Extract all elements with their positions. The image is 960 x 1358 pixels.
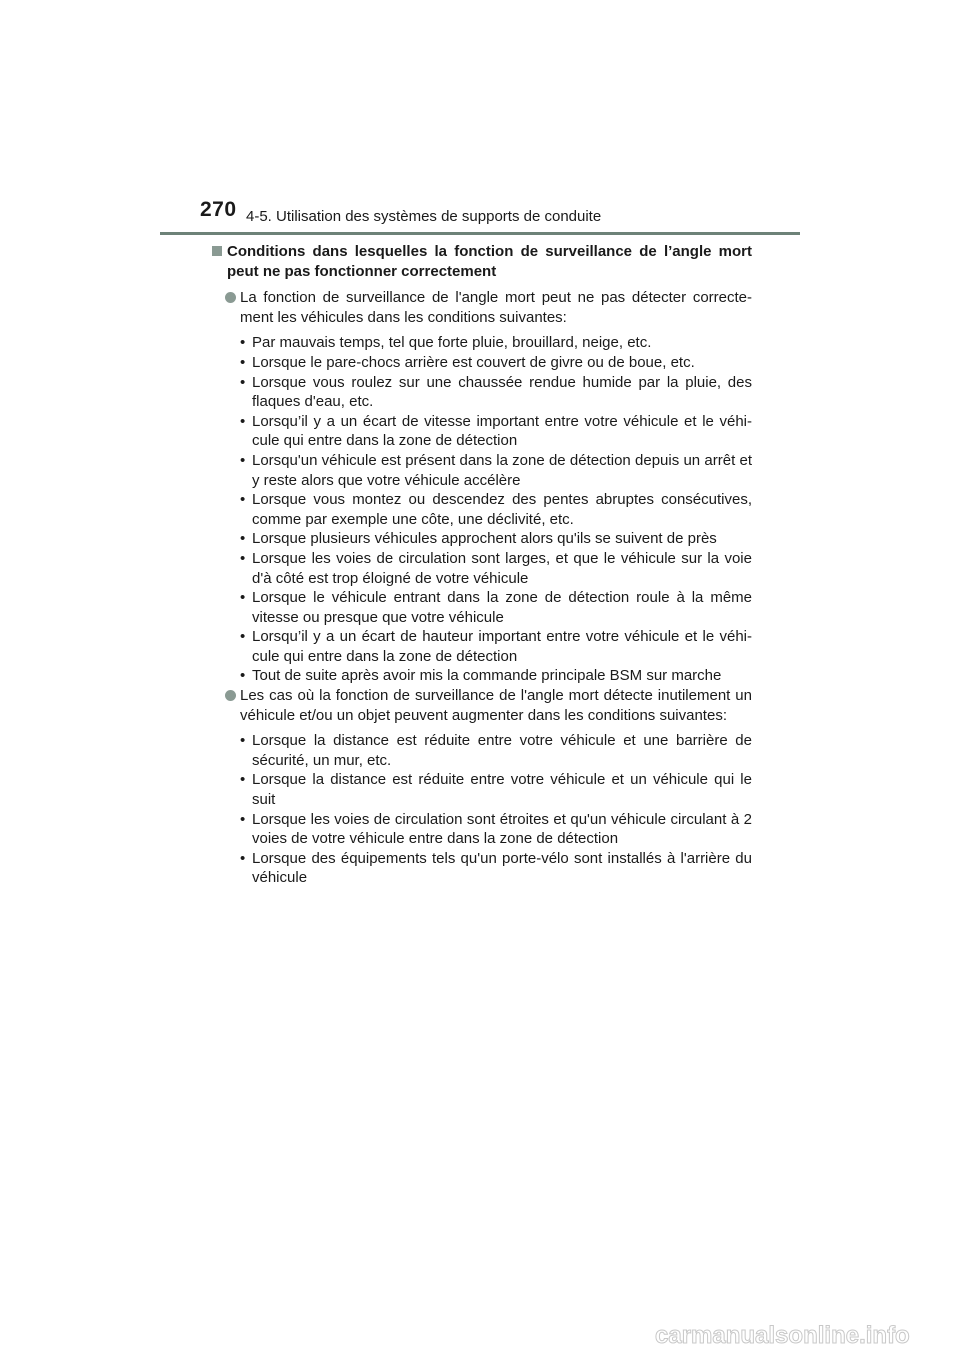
watermark bbox=[655, 1318, 940, 1352]
list-item: • Lorsqu'un véhicule est présent dans la zone de détection depuis un arrêt et y reste alors que votre véhicule accélère bbox=[240, 451, 752, 490]
list-item: • Par mauvais temps, tel que forte pluie, brouillard, neige, etc. bbox=[240, 333, 752, 353]
header-rule bbox=[160, 232, 800, 235]
group-intro: Les cas où la fonction de surveillance de l'angle mort détecte inutilement un véhicule et/ou un objet peuvent augmenter dans les conditions suivantes: bbox=[240, 687, 752, 724]
list-item: • Lorsque des équipements tels qu'un porte-vélo sont installés à l'arrière du véhicule bbox=[240, 849, 752, 888]
list-item: • Lorsqu’il y a un écart de vitesse important entre votre véhicule et le véhi-cule qui entre dans la zone de détection bbox=[240, 412, 752, 451]
circle-bullet-icon bbox=[225, 690, 236, 701]
list-item: • Lorsque vous roulez sur une chaussée rendue humide par la pluie, des flaques d'eau, etc. bbox=[240, 373, 752, 412]
circle-bullet-icon bbox=[225, 292, 236, 303]
list-item: • Lorsque plusieurs véhicules approchent alors qu'ils se suivent de près bbox=[240, 529, 752, 549]
page-number: 270 bbox=[200, 198, 237, 221]
heading-square-icon bbox=[212, 246, 222, 256]
group-intro: La fonction de surveillance de l'angle mort peut ne pas détecter correcte-ment les véhicules dans les conditions suivantes: bbox=[240, 289, 752, 326]
condition-group bbox=[212, 288, 752, 686]
bullet-list bbox=[240, 333, 752, 686]
list-item: • Lorsqu’il y a un écart de hauteur important entre votre véhicule et le véhi-cule qui entre dans la zone de détection bbox=[240, 627, 752, 666]
bullet-list bbox=[240, 731, 752, 888]
list-item: • Lorsque la distance est réduite entre votre véhicule et une barrière de sécurité, un mur, etc. bbox=[240, 731, 752, 770]
list-item: • Lorsque vous montez ou descendez des pentes abruptes consécutives, comme par exemple une côte, une déclivité, etc. bbox=[240, 490, 752, 529]
list-item: • Lorsque le pare-chocs arrière est couvert de givre ou de boue, etc. bbox=[240, 353, 752, 373]
heading-text: Conditions dans lesquelles la fonction de surveillance de l’angle mort peut ne pas fonctionner correctement bbox=[227, 243, 752, 280]
list-item: • Lorsque la distance est réduite entre votre véhicule et un véhicule qui le suit bbox=[240, 770, 752, 809]
list-item: • Lorsque le véhicule entrant dans la zone de détection roule à la même vitesse ou presque que votre véhicule bbox=[240, 588, 752, 627]
list-item: • Lorsque les voies de circulation sont larges, et que le véhicule sur la voie d'à côté est trop éloigné de votre véhicule bbox=[240, 549, 752, 588]
section-heading bbox=[212, 242, 752, 281]
section-title: 4-5. Utilisation des systèmes de supports de conduite bbox=[246, 208, 602, 225]
condition-group bbox=[212, 686, 752, 888]
watermark-text: carmanualsonline.info bbox=[655, 1322, 910, 1349]
list-item: • Tout de suite après avoir mis la commande principale BSM sur marche bbox=[240, 666, 752, 686]
list-item: • Lorsque les voies de circulation sont étroites et qu'un véhicule circulant à 2 voies de votre véhicule entre dans la zone de détection bbox=[240, 810, 752, 849]
content bbox=[212, 242, 752, 888]
